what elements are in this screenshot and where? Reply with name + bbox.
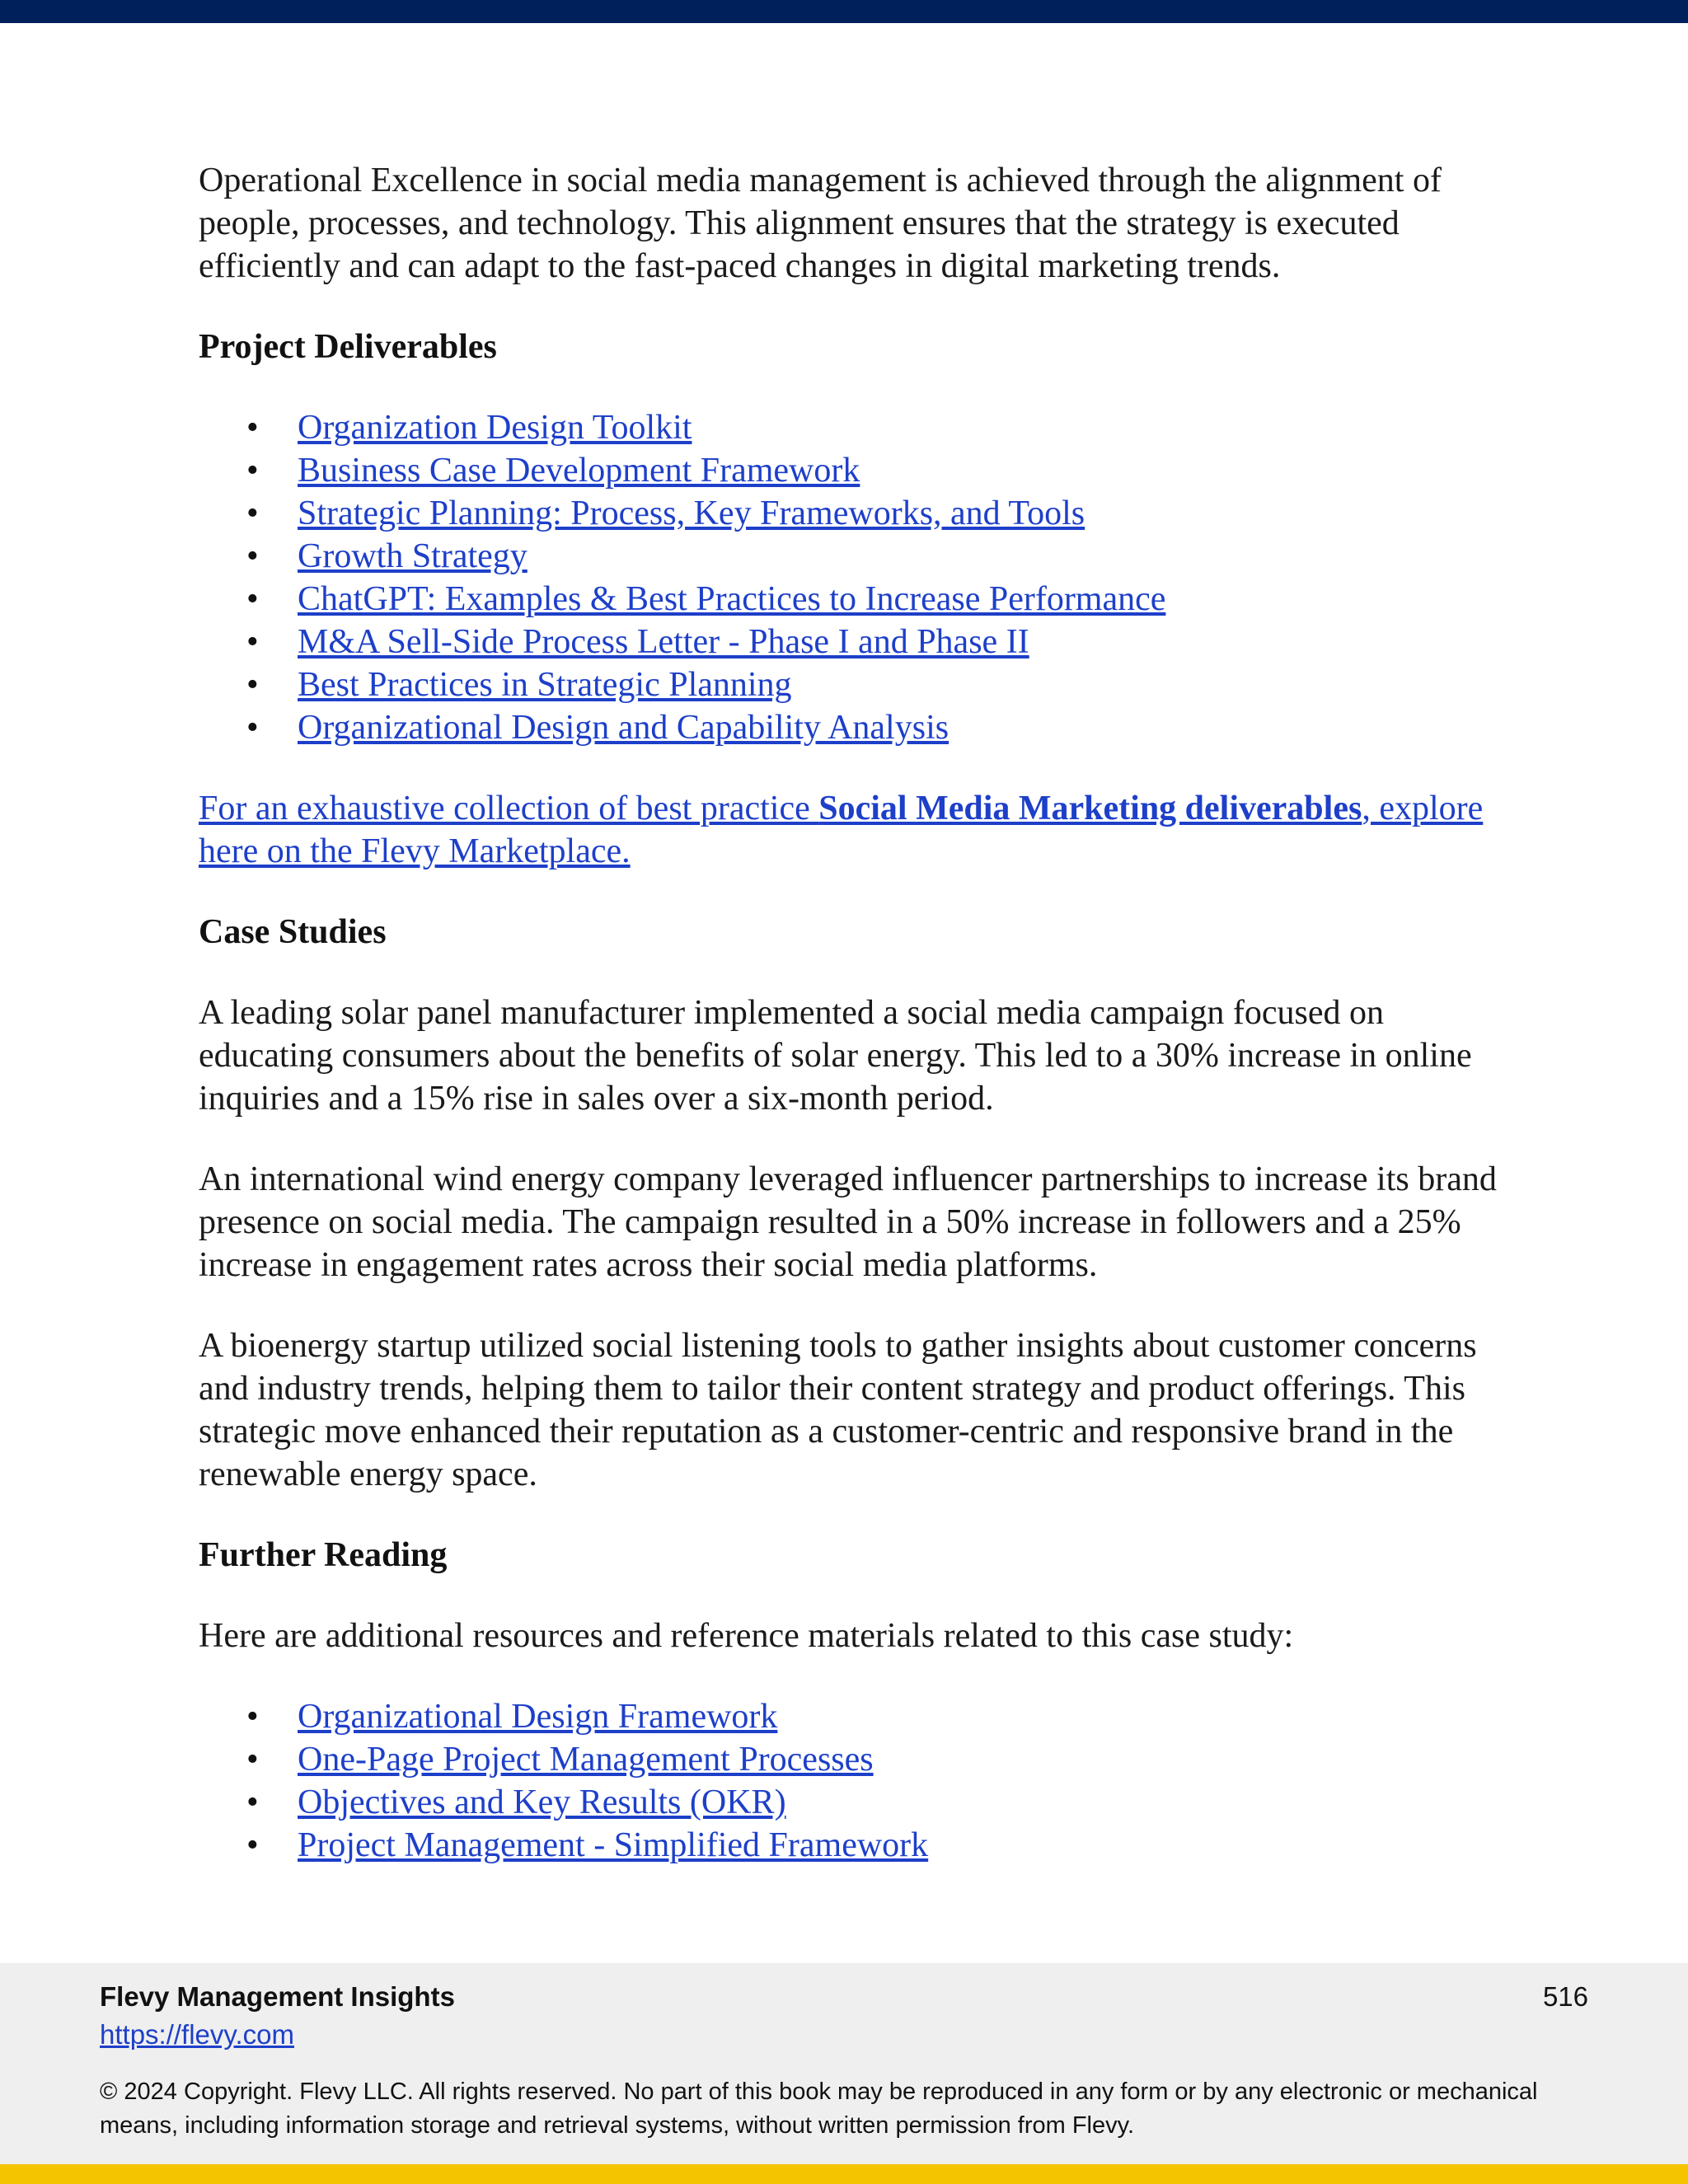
list-item (199, 535, 1509, 578)
list-item (199, 578, 1509, 621)
list-item (199, 621, 1509, 663)
reading-link[interactable]: One-Page Project Management Processes (298, 1741, 874, 1779)
footer-title: Flevy Management Insights (100, 1981, 455, 2012)
footer-url-link[interactable]: https://flevy.com (100, 2019, 294, 2050)
bullet-icon: • (246, 580, 259, 618)
bullet-icon: • (246, 1698, 259, 1736)
reading-link[interactable]: Organizational Design Framework (298, 1698, 778, 1736)
bullet-icon: • (246, 1783, 259, 1821)
deliverables-heading: Project Deliverables (199, 328, 497, 366)
cta-text-bold: Social Media Marketing deliverables (818, 790, 1362, 827)
bullet-icon: • (246, 623, 259, 661)
deliverable-link[interactable]: Strategic Planning: Process, Key Frameworks, and Tools (298, 494, 1085, 532)
bullet-icon: • (246, 1826, 259, 1864)
page-content (199, 159, 1509, 1905)
bullet-icon: • (246, 409, 259, 447)
top-accent-bar (0, 0, 1688, 23)
list-item (199, 663, 1509, 706)
list-item (199, 1738, 1509, 1781)
deliverables-list (199, 406, 1509, 749)
deliverable-link[interactable]: Best Practices in Strategic Planning (298, 666, 792, 704)
page-number: 516 (1542, 1981, 1588, 2012)
list-item (199, 449, 1509, 492)
intro-paragraph: Operational Excellence in social media management is achieved through the alignment of people, processes, and technology. This alignment ensures that the strategy is executed efficiently and can adapt to the fast-paced changes in digital marketing trends. (199, 162, 1442, 285)
deliverable-link[interactable]: Organizational Design and Capability Analysis (298, 709, 950, 747)
case-study-paragraph: A leading solar panel manufacturer implemented a social media campaign focused on educating consumers about the benefits of solar energy. This led to a 30% increase in online inquiries and a 15% rise in sales over a six-month period. (199, 994, 1472, 1118)
reading-link[interactable]: Objectives and Key Results (OKR) (298, 1783, 786, 1821)
list-item (199, 492, 1509, 535)
bottom-accent-bar (0, 2164, 1688, 2184)
deliverable-link[interactable]: Business Case Development Framework (298, 452, 860, 490)
case-studies-heading: Case Studies (199, 913, 387, 951)
bullet-icon: • (246, 709, 259, 747)
further-reading-heading: Further Reading (199, 1536, 448, 1574)
bullet-icon: • (246, 537, 259, 575)
further-reading-intro: Here are additional resources and reference materials related to this case study: (199, 1617, 1294, 1655)
bullet-icon: • (246, 452, 259, 490)
deliverable-link[interactable]: M&A Sell-Side Process Letter - Phase I and Phase II (298, 623, 1029, 661)
cta-text-after: , explore here on the Flevy Marketplace. (199, 790, 1484, 870)
list-item (199, 1695, 1509, 1738)
list-item (199, 1781, 1509, 1824)
deliverable-link[interactable]: Organization Design Toolkit (298, 409, 692, 447)
bullet-icon: • (246, 666, 259, 704)
cta-text-before: For an exhaustive collection of best practice (199, 790, 819, 827)
list-item (199, 706, 1509, 749)
reading-link[interactable]: Project Management - Simplified Framework (298, 1826, 929, 1864)
marketplace-link[interactable] (199, 787, 1509, 873)
case-study-paragraph: An international wind energy company leveraged influencer partnerships to increase its brand presence on social media. The campaign resulted in a 50% increase in followers and a 25% increase in engagement rates across their social media platforms. (199, 1160, 1497, 1284)
page-footer (0, 1963, 1688, 2164)
list-item (199, 406, 1509, 449)
copyright-notice: © 2024 Copyright. Flevy LLC. All rights reserved. No part of this book may be reproduced in any form or by any electronic or mechanical means, including information storage and retrieval systems, without written permission from Flevy. (100, 2079, 1538, 2139)
further-reading-list (199, 1695, 1509, 1867)
bullet-icon: • (246, 1741, 259, 1779)
list-item (199, 1824, 1509, 1867)
bullet-icon: • (246, 494, 259, 532)
deliverable-link[interactable]: Growth Strategy (298, 537, 528, 575)
deliverable-link[interactable]: ChatGPT: Examples & Best Practices to Increase Performance (298, 580, 1166, 618)
case-study-paragraph: A bioenergy startup utilized social listening tools to gather insights about customer concerns and industry trends, helping them to tailor their content strategy and product offerings. This strategic move enhanced their reputation as a customer-centric and responsive brand in the renewable energy space. (199, 1327, 1477, 1493)
